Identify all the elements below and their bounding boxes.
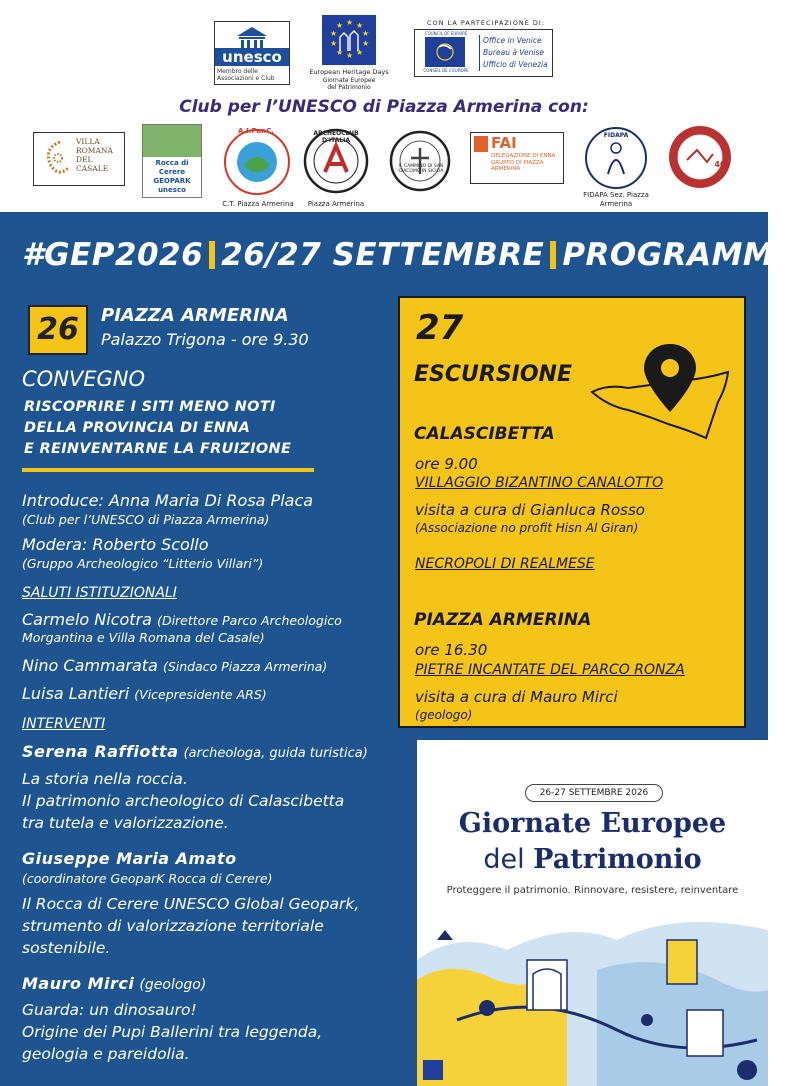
unesco-wordmark: unesco xyxy=(215,48,289,66)
speaker-role: (geologo) xyxy=(139,977,207,993)
coe-office-line: Bureau à Venise xyxy=(483,48,544,57)
day-26-subtitle-3: E REINVENTARNE LA FRUIZIONE xyxy=(24,441,292,457)
svg-text:★: ★ xyxy=(330,39,338,48)
poster-tagline: Proteggere il patrimonio. Rinnovare, resistere, reinventare xyxy=(446,885,739,896)
svg-text:★: ★ xyxy=(362,29,370,38)
poster-title-patrimonio: Patrimonio xyxy=(533,844,702,875)
poster-title-del: del xyxy=(483,844,534,875)
coe-divider xyxy=(479,35,480,71)
saluto-name: Carmelo Nicotra xyxy=(22,610,152,629)
ehd-logo xyxy=(322,15,376,65)
talk-title-line: Il Rocca di Cerere UNESCO Global Geopark, xyxy=(22,895,360,913)
talk-title-line: sostenibile. xyxy=(22,939,111,957)
svg-text:★: ★ xyxy=(356,48,364,57)
fidapa-text: FIDAPA xyxy=(603,132,629,139)
svg-text:★: ★ xyxy=(346,51,354,60)
svg-text:★: ★ xyxy=(356,21,364,30)
aipac-caption: C.T. Piazza Armerina xyxy=(222,200,294,208)
poster-title-2 xyxy=(417,844,768,875)
fai-mark-icon xyxy=(474,136,488,152)
talk-title-line: Origine dei Pupi Ballerini tra leggenda, xyxy=(22,1023,323,1041)
day-26-subtitle-1: RISCOPRIRE I SITI MENO NOTI xyxy=(24,399,276,415)
fai-title: FAI xyxy=(491,134,517,152)
coe-top-label: COUNCIL OF EUROPE xyxy=(424,31,468,36)
introduce-line: Introduce: Anna Maria Di Rosa Placa xyxy=(22,491,314,510)
sicily-map-pin-icon xyxy=(588,340,738,450)
time-afternoon: ore 16.30 xyxy=(415,641,488,659)
day-27-event: ESCURSIONE xyxy=(414,362,572,387)
guide-rosso: visita a cura di Gianluca Rosso xyxy=(415,501,645,519)
banner-separator xyxy=(550,241,556,269)
talk-title-line: strumento di valorizzazione territoriale xyxy=(22,917,324,935)
speaker-name: Mauro Mirci xyxy=(22,974,135,993)
talk-title-line: La storia nella roccia. xyxy=(22,770,188,788)
archeoclub-text: ARCHEOCLUB D'ITALIA xyxy=(313,130,359,144)
coe-flag-icon xyxy=(425,37,465,67)
saluto-row xyxy=(22,656,327,675)
saluto-role: (Vicepresidente ARS) xyxy=(134,687,267,702)
fidapa-caption: FIDAPA Sez. Piazza Armerina xyxy=(583,191,649,208)
svg-text:★: ★ xyxy=(336,21,344,30)
gruppo-40: 40 xyxy=(714,160,726,169)
poster-illustration xyxy=(417,900,768,1086)
interventi-label: INTERVENTI xyxy=(22,716,106,732)
ehd-caption-2: Giornate Europee del Patrimonio xyxy=(322,77,376,91)
place-calascibetta: CALASCIBETTA xyxy=(414,424,555,444)
geopark-text: Rocca di Cerere GEOPARK unesco xyxy=(153,159,191,194)
geopark-landscape xyxy=(143,125,201,157)
saluto-row xyxy=(22,684,267,703)
club-title: Club per l’UNESCO di Piazza Armerina con: xyxy=(179,97,589,117)
subtitle-underline xyxy=(22,468,314,472)
place-piazza-armerina: PIAZZA ARMERINA xyxy=(414,610,592,630)
saluti-label: SALUTI ISTITUZIONALI xyxy=(22,585,177,601)
time-morning: ore 9.00 xyxy=(415,455,478,473)
talk-title-line: tra tutela e valorizzazione. xyxy=(22,814,229,832)
poster-title-1: Giornate Europee xyxy=(458,808,727,839)
saluto-role: (Sindaco Piazza Armerina) xyxy=(162,659,328,674)
saluto-name: Luisa Lantieri xyxy=(22,684,130,703)
banner-hashtag: #GEP2026 xyxy=(22,237,204,273)
svg-text:★: ★ xyxy=(336,48,344,57)
day-26-badge: 26 xyxy=(28,305,88,355)
banner-separator xyxy=(209,241,215,269)
talk-title-line: Il patrimonio archeologico di Calascibetta xyxy=(22,792,345,810)
mosaic-icon xyxy=(36,134,76,184)
cammino-san-giacomo-logo xyxy=(389,130,451,192)
aipac-text: A.I.Par.C. xyxy=(237,127,275,135)
modera-line: Modera: Roberto Scollo xyxy=(22,535,209,554)
partnership-label: CON LA PARTECIPAZIONE DI: xyxy=(427,19,545,27)
gep-poster xyxy=(417,740,768,1086)
modera-org: (Gruppo Archeologico “Litterio Villari”) xyxy=(22,556,264,571)
svg-text:★: ★ xyxy=(362,39,370,48)
eu-stars-icon xyxy=(322,15,376,65)
guide-rosso-org: (Associazione no profit Hisn Al Giran) xyxy=(415,521,639,535)
svg-text:★: ★ xyxy=(346,18,354,27)
gruppo-archeologico-logo xyxy=(667,124,733,190)
cammino-text: IL CAMMINO DI SAN GIACOMO IN SICILIA xyxy=(398,164,444,174)
banner-programma: PROGRAMMA xyxy=(562,237,799,273)
coe-office-line: Ufficio di Venezia xyxy=(483,60,548,69)
aipac-logo xyxy=(222,126,292,198)
villa-romana-text: VILLA ROMANA DEL CASALE xyxy=(76,137,113,173)
intervento-header xyxy=(22,974,206,993)
site-ronza: PIETRE INCANTATE DEL PARCO RONZA xyxy=(415,662,685,678)
programme-banner xyxy=(22,237,799,273)
banner-dates: 26/27 SETTEMBRE xyxy=(221,237,545,273)
coe-bottom-label: CONSEIL DE L'EUROPE xyxy=(423,68,469,73)
saluto-row xyxy=(22,610,342,629)
day-27-number: 27 xyxy=(416,308,464,348)
speaker-role: (coordinatore GeoparK Rocca di Cerere) xyxy=(22,871,273,886)
ehd-caption-1: European Heritage Days xyxy=(309,68,389,76)
fai-logo xyxy=(470,132,564,184)
coe-office-lines xyxy=(483,35,548,71)
site-realmese: NECROPOLI DI REALMESE xyxy=(415,556,595,572)
day-26-subtitle-2: DELLA PROVINCIA DI ENNA xyxy=(24,420,251,436)
intervento-header xyxy=(22,742,368,761)
guide-mirci-org: (geologo) xyxy=(415,708,473,722)
day-26-event: CONVEGNO xyxy=(22,367,146,391)
coe-office-line: Office in Venice xyxy=(483,36,542,45)
unesco-subtitle: Membro delle Associazioni e Club xyxy=(217,68,275,82)
talk-title-line: Guarda: un dinosauro! xyxy=(22,1001,197,1019)
introduce-org: (Club per l’UNESCO di Piazza Armerina) xyxy=(22,512,270,527)
day-26-place: PIAZZA ARMERINA xyxy=(101,305,289,326)
fai-subtitle: DELEGAZIONE DI ENNA GRUPPO DI PIAZZA ARMERINA xyxy=(491,153,556,172)
villa-romana-logo xyxy=(33,132,125,186)
speaker-name: Serena Raffiotta xyxy=(22,742,179,761)
day-26-venue: Palazzo Trigona - ore 9.30 xyxy=(101,330,309,349)
site-canalotto: VILLAGGIO BIZANTINO CANALOTTO xyxy=(415,475,664,491)
talk-title-line: geologia e pareidolia. xyxy=(22,1045,190,1063)
saluto-role: (Direttore Parco Archeologico xyxy=(157,613,342,628)
speaker-name: Giuseppe Maria Amato xyxy=(22,849,237,868)
svg-text:★: ★ xyxy=(330,29,338,38)
saluto-name: Nino Cammarata xyxy=(22,656,158,675)
partners-header xyxy=(0,0,768,212)
guide-mirci: visita a cura di Mauro Mirci xyxy=(415,688,618,706)
poster-date: 26-27 SETTEMBRE 2026 xyxy=(525,784,663,802)
council-of-europe-logo xyxy=(414,29,553,77)
geopark-logo xyxy=(142,124,202,198)
speaker-role: (archeologa, guida turistica) xyxy=(183,746,368,761)
saluto-role-cont: Morgantina e Villa Romana del Casale) xyxy=(22,630,265,645)
unesco-logo xyxy=(214,21,290,85)
archeoclub-caption: Piazza Armerina xyxy=(307,200,365,208)
